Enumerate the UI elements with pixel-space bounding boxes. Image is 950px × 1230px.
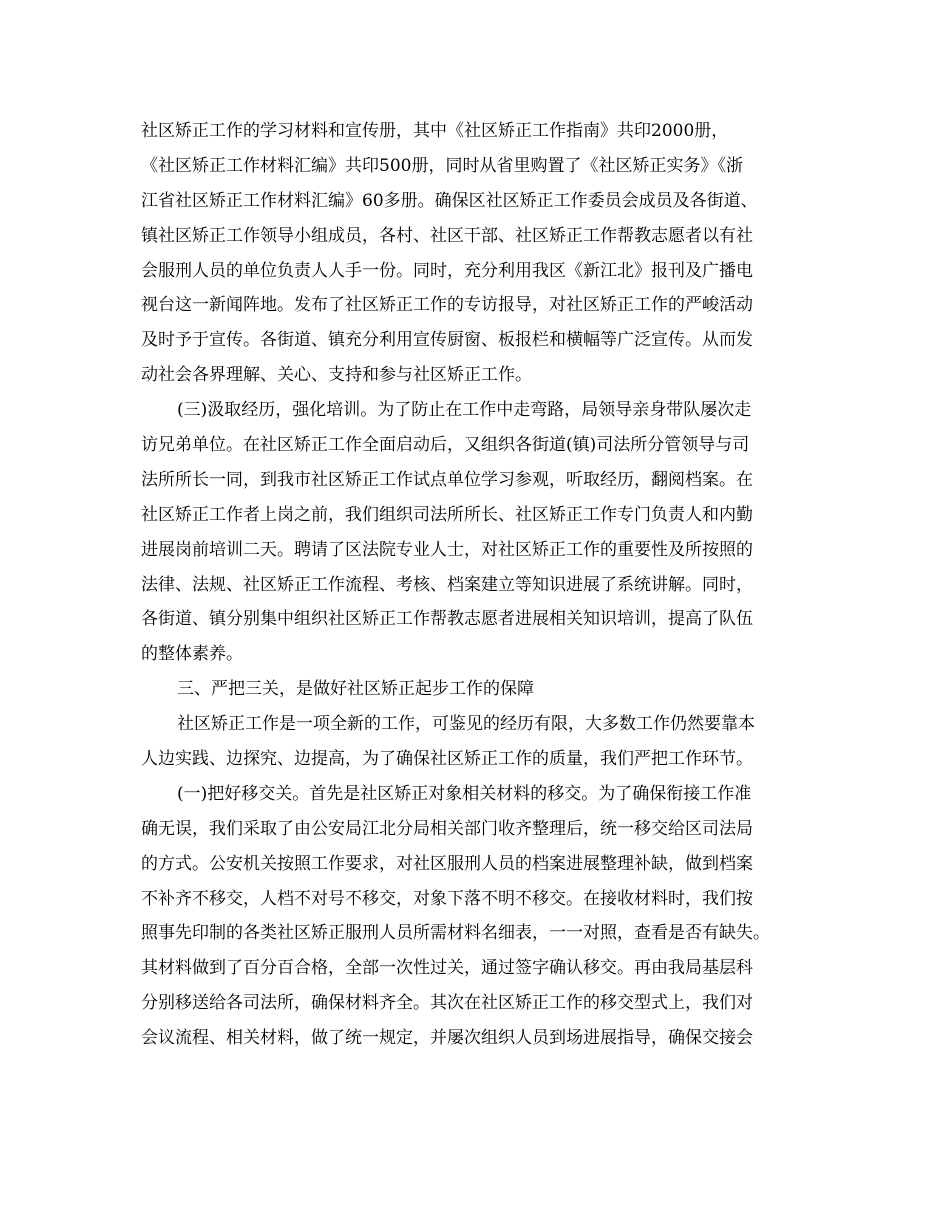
text-line: 的整体素养。	[141, 644, 243, 665]
text-line: 动社会各界理解、关心、支持和参与社区矫正工作。	[141, 365, 532, 386]
text-line: 三、严把三关，是做好社区矫正起步工作的保障	[177, 679, 534, 700]
text-line: 人边实践、边探究、边提高，为了确保社区矫正工作的质量，我们严把工作环节。	[141, 749, 753, 770]
text-line: 视台这一新闻阵地。发布了社区矫正工作的专访报导，对社区矫正工作的严峻活动	[141, 295, 753, 316]
text-line: 进展岗前培训二天。聘请了区法院专业人士，对社区矫正工作的重要性及所按照的	[141, 539, 753, 560]
text-line: 法律、法规、社区矫正工作流程、考核、档案建立等知识进展了系统讲解。同时，	[141, 574, 753, 595]
text-line: 《社区矫正工作材料汇编》共印500册，同时从省里购置了《社区矫正实务》《浙	[141, 155, 743, 176]
text-line: 社区矫正工作是一项全新的工作，可鉴见的经历有限，大多数工作仍然要靠本	[177, 714, 755, 735]
text-line: 分别移送给各司法所，确保材料齐全。其次在社区矫正工作的移交型式上，我们对	[141, 993, 753, 1014]
text-line: (一)把好移交关。首先是社区矫正对象相关材料的移交。为了确保衔接工作准	[177, 783, 752, 804]
document-body	[141, 114, 811, 1056]
text-line: 镇社区矫正工作领导小组成员，各村、社区干部、社区矫正工作帮教志愿者以有社	[141, 225, 753, 246]
text-line: 社区矫正工作的学习材料和宣传册，其中《社区矫正工作指南》共印2000册，	[141, 121, 729, 141]
text-line: 会服刑人员的单位负责人人手一份。同时，充分利用我区《新江北》报刊及广播电	[141, 260, 753, 281]
text-line: 确无误，我们采取了由公安局江北分局相关部门收齐整理后，统一移交给区司法局	[141, 818, 753, 839]
text-line: 访兄弟单位。在社区矫正工作全面启动后，又组织各街道(镇)司法所分管领导与司	[141, 435, 750, 456]
text-line: 其材料做到了百分百合格，全部一次性过关，通过签字确认移交。再由我局基层科	[141, 958, 753, 979]
text-line: 法所所长一同，到我市社区矫正工作试点单位学习参观，听取经历，翻阅档案。在	[141, 469, 753, 490]
text-line: 社区矫正工作者上岗之前，我们组织司法所所长、社区矫正工作专门负责人和内勤	[141, 504, 753, 525]
text-line: 照事先印制的各类社区矫正服刑人员所需材料名细表，一一对照，查看是否有缺失。	[141, 923, 770, 944]
text-line: 不补齐不移交，人档不对号不移交，对象下落不明不移交。在接收材料时，我们按	[141, 888, 753, 909]
text-line: 的方式。公安机关按照工作要求，对社区服刑人员的档案进展整理补缺，做到档案	[141, 853, 753, 874]
text-line: (三)汲取经历，强化培训。为了防止在工作中走弯路，局领导亲身带队屡次走	[177, 400, 752, 421]
text-line: 及时予于宣传。各街道、镇充分利用宣传厨窗、板报栏和横幅等广泛宣传。从而发	[141, 330, 753, 351]
text-line: 各街道、镇分别集中组织社区矫正工作帮教志愿者进展相关知识培训，提高了队伍	[141, 609, 753, 630]
text-line: 江省社区矫正工作材料汇编》60多册。确保区社区矫正工作委员会成员及各街道、	[141, 190, 758, 211]
text-line: 会议流程、相关材料，做了统一规定，并屡次组织人员到场进展指导，确保交接会	[141, 1028, 753, 1049]
